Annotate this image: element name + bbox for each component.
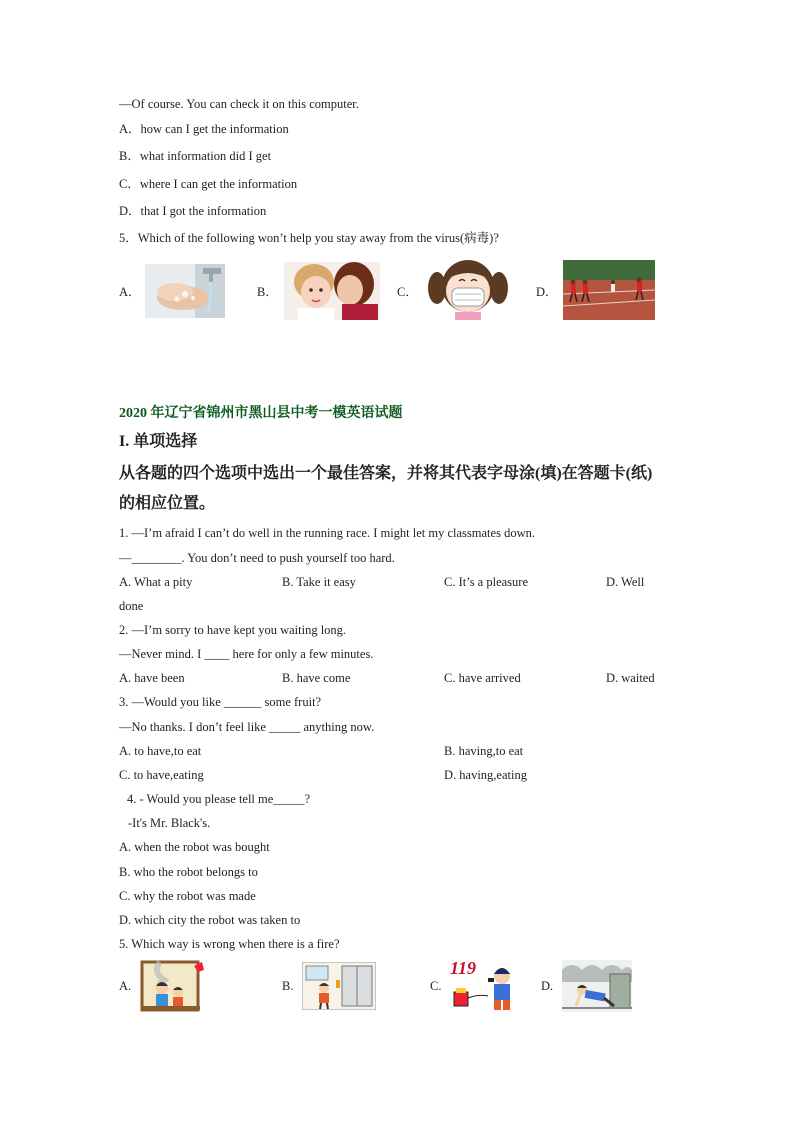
prev-q5-text: 5．Which of the following won’t help you stay away from the virus(病毒)? — [119, 231, 499, 245]
q1-option-b: B. Take it easy — [282, 575, 356, 589]
instruction-line-1: 从各题的四个选项中选出一个最佳答案，并将其代表字母涂(填)在答题卡(纸) — [119, 465, 653, 482]
q2-option-b: B. have come — [282, 671, 351, 685]
mother-child-image — [284, 262, 380, 320]
q2-option-c: C. have arrived — [444, 671, 521, 685]
q4-option-d: D. which city the robot was taken to — [119, 913, 301, 927]
phone-119-image — [450, 958, 524, 1012]
q5-label-d: D. — [541, 979, 554, 993]
q1-line-2: —________. You don’t need to push yourself too hard. — [119, 551, 395, 565]
q2-line-1: 2. —I’m sorry to have kept you waiting long. — [119, 623, 347, 637]
q3-option-c: C. to have,eating — [119, 768, 204, 782]
q4-option-c: C. why the robot was made — [119, 889, 256, 903]
q3-option-b: B. having,to eat — [444, 744, 524, 758]
q1-option-c: C. It’s a pleasure — [444, 575, 529, 589]
masked-girl-image — [425, 258, 511, 320]
prev-q5-label-d: D． — [536, 285, 558, 299]
q5-label-b: B. — [282, 979, 294, 993]
section-heading: I. 单项选择 — [119, 433, 198, 450]
q3-option-a: A. to have,to eat — [119, 744, 202, 758]
q1-line-1: 1. —I’m afraid I can’t do well in the running race. I might let my classmates down. — [119, 526, 535, 540]
q1-option-d: D. Well — [606, 575, 645, 589]
prev-q5-label-b: B． — [257, 285, 278, 299]
phone-number-text: 119 — [450, 958, 477, 978]
prev-q5-label-c: C． — [397, 285, 418, 299]
q4-line-1: 4. - Would you please tell me_____? — [127, 792, 311, 806]
window-rescue-image — [140, 960, 208, 1012]
q2-option-d: D. waited — [606, 671, 655, 685]
q4-line-2: -It's Mr. Black's. — [128, 816, 211, 830]
prev-answer-line: —Of course. You can check it on this computer. — [119, 97, 359, 111]
q3-option-d: D. having,eating — [444, 768, 527, 782]
prev-option-a: A．how can I get the information — [119, 122, 289, 136]
q5-label-c: C. — [430, 979, 442, 993]
q2-option-a: A. have been — [119, 671, 185, 685]
prev-option-b: B．what information did I get — [119, 149, 272, 163]
q2-line-2: —Never mind. I ____ here for only a few minutes. — [119, 647, 374, 661]
exam-title: 2020 年辽宁省锦州市黑山县中考一模英语试题 — [119, 406, 403, 421]
prev-option-c: C．where I can get the information — [119, 177, 298, 191]
crawling-smoke-image — [562, 960, 632, 1012]
prev-option-d: D．that I got the information — [119, 204, 267, 218]
instruction-line-2: 的相应位置。 — [119, 495, 216, 512]
q3-line-2: —No thanks. I don’t feel like _____ anything now. — [119, 720, 375, 734]
q5-line-1: 5. Which way is wrong when there is a fire? — [119, 937, 340, 951]
hand-washing-image — [145, 264, 225, 318]
elevator-image — [302, 962, 376, 1010]
q3-line-1: 3. —Would you like ______ some fruit? — [119, 695, 322, 709]
prev-q5-label-a: A． — [119, 285, 141, 299]
q4-option-a: A. when the robot was bought — [119, 840, 270, 854]
q5-label-a: A. — [119, 979, 132, 993]
q4-option-b: B. who the robot belongs to — [119, 865, 258, 879]
q1-option-d-continued: done — [119, 599, 144, 613]
runners-image — [563, 260, 655, 320]
q1-option-a: A. What a pity — [119, 575, 193, 589]
